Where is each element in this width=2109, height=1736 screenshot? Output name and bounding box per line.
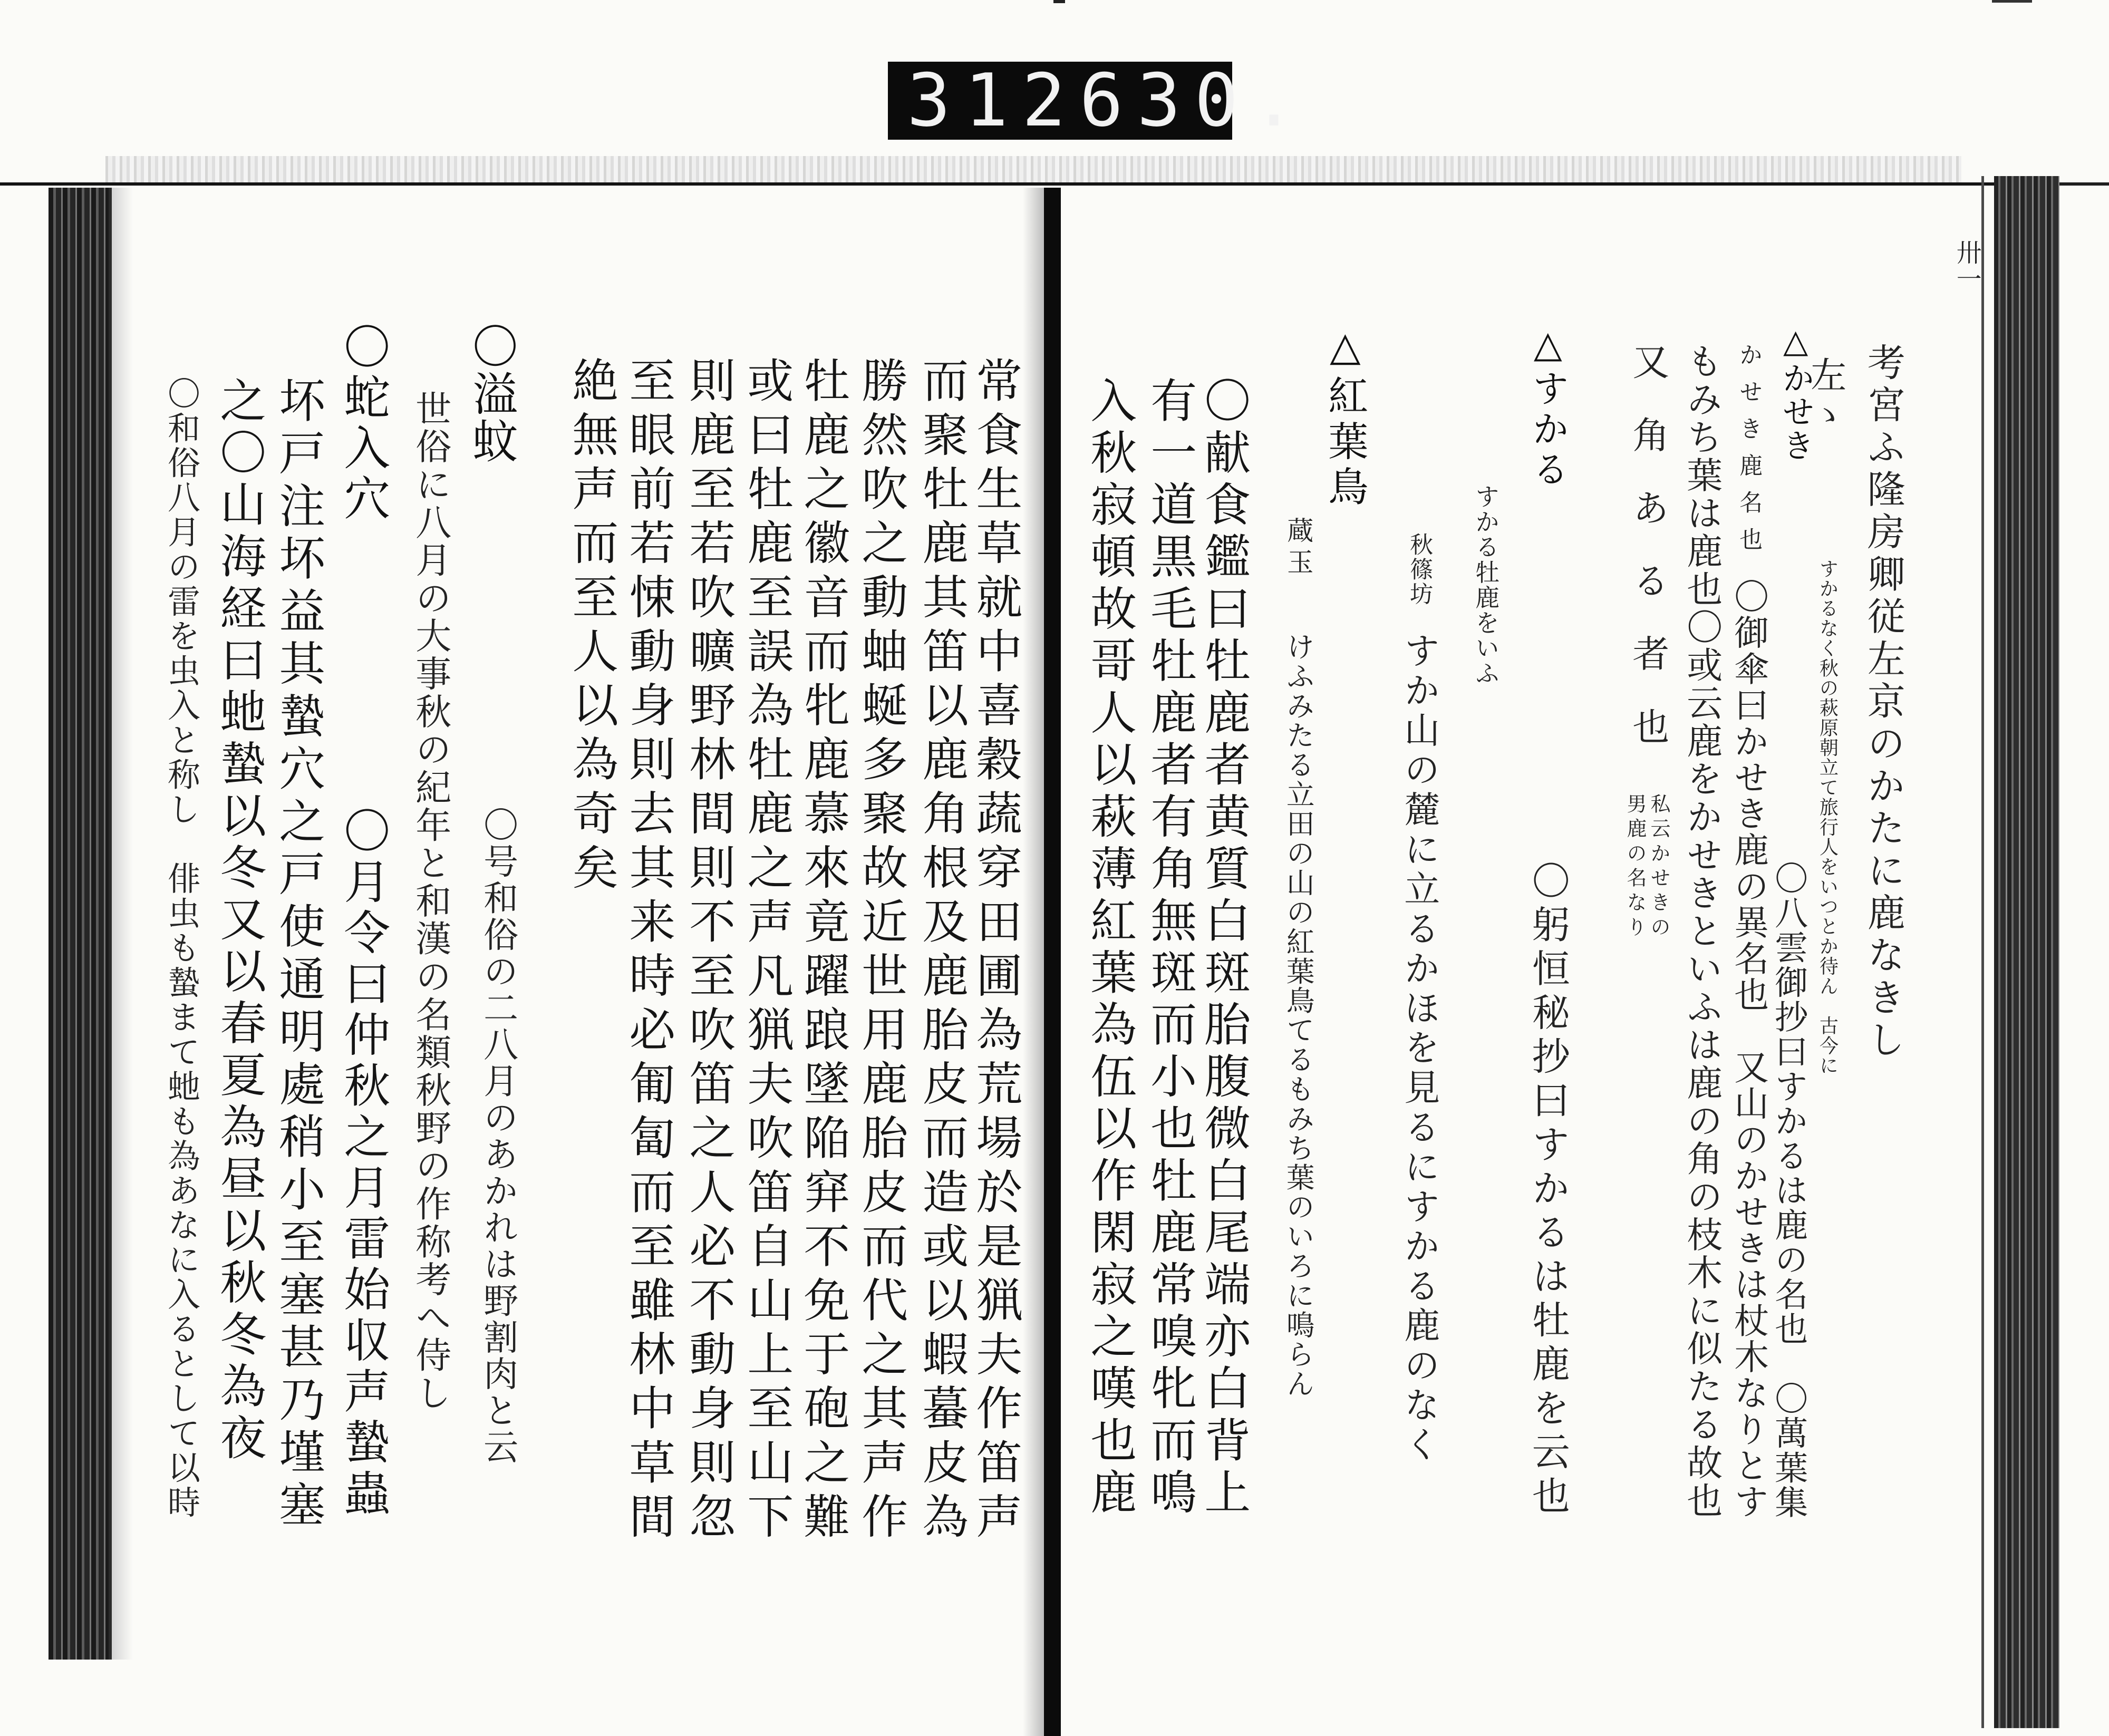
poem-author-short: 左ゝ	[1804, 356, 1846, 435]
kanbun-line-2: 有一道黒毛牡鹿者有角無斑而小也牡鹿常嗅牝而鳴	[1143, 376, 1198, 1520]
kanbun-line-4: 常食生草就中喜穀蔬穿田圃為荒場於是猟夫作笛声	[969, 356, 1023, 1546]
yakumo-mishou-note: 〇八雲御抄曰すかるは鹿の名也 〇萬葉集	[1769, 861, 1809, 1520]
interlinear-note-a: 私云かせきの	[1647, 793, 1670, 941]
poem-tatsuta: けふみたる立田の山の紅葉鳥てるもみち葉のいろに鳴らん	[1282, 632, 1315, 1399]
call-number-label	[888, 58, 1310, 143]
heading-momijidori: △紅葉鳥	[1321, 323, 1369, 511]
kaseki-gloss: かせき鹿名也	[1735, 343, 1763, 564]
gutter-shadow	[1023, 188, 1044, 1736]
poem-source-akishino: 秋篠坊	[1406, 532, 1433, 606]
poem-sugaru: すかるなく秋の萩原朝立て旅行人をいつとか待ん 古今に	[1816, 559, 1839, 1075]
book-left-edge	[49, 188, 109, 1660]
book-right-edge	[1994, 176, 2059, 1728]
kanbun-line-11: 絶無声而至人以為奇矣	[565, 356, 620, 897]
kanbun-line-5: 而聚牡鹿其笛以鹿角根及鹿胎皮而造或以蝦蟇皮為	[915, 356, 970, 1546]
itsubun-commentary: 世俗に八月の大事秋の紀年と和漢の名類秋野の作称考へ侍し	[409, 390, 451, 1412]
mushiire-note: 〇和俗八月の雷を虫入と称し 俳虫も蟄まて虵も為あなに入るとして以時	[162, 376, 201, 1520]
book-gutter	[1044, 188, 1061, 1736]
top-edge-mark	[1053, 0, 1065, 3]
kaseki-horn-note: 又角ある者也	[1626, 343, 1670, 780]
call-number-left: 312	[907, 58, 1080, 143]
sugaru-gloss: すかる牡鹿をいふ	[1472, 484, 1501, 686]
kaseki-etymology: もみち葉は鹿也〇或云鹿をかせきといふは鹿の角の枝木に似たる故也	[1680, 343, 1723, 1520]
mitsune-hishou-note: 〇躬恒秘抄曰すかるは牡鹿を云也	[1525, 861, 1570, 1520]
kanbun-line-6: 勝然吹之動蚰蜒多聚故近世用鹿胎皮而代之其声作	[854, 356, 909, 1546]
gatsuryou-quote: 〇月令曰仲秋之月雷始収声蟄蟲	[336, 807, 391, 1520]
kanbun-line-3: 入秋寂頓故哥人以萩薄紅葉為伍以作閑寂之嘆也鹿	[1083, 376, 1138, 1520]
right-page-border	[1981, 176, 1984, 1728]
kanbun-line-9: 則鹿至若吹曠野林間則不至吹笛之人必不動身則忽	[682, 356, 737, 1546]
left-page-shadow	[112, 188, 133, 1660]
page-top-line	[0, 182, 2109, 186]
page-top-edge	[105, 156, 1961, 183]
heading-sugaru: △すかる	[1526, 323, 1570, 490]
sengaikyou-quote: 之〇山海経曰虵蟄以冬又以春夏為昼以秋冬為夜	[212, 376, 267, 1466]
heading-kaseki: △かせき	[1777, 323, 1815, 462]
call-number-right: 630.	[1079, 58, 1310, 143]
folio-number: 卅一	[1952, 239, 1982, 292]
right-top-flap	[2059, 182, 2109, 186]
poem-source-zougyoku: 蔵玉	[1283, 517, 1314, 580]
heading-itsubun: 〇溢蚊	[465, 323, 518, 465]
gosan-note: 〇御傘曰かせき鹿の異名也 又山のかせきは杖木なりとす	[1728, 578, 1769, 1520]
heading-hebi-ana-ni-iru: 〇蛇入穴	[336, 323, 391, 525]
kanbun-line-7: 牡鹿之徽音而牝鹿慕來竟躍踉墜陥穽不免于砲之難	[796, 356, 851, 1546]
interlinear-note-b: 男鹿の名なり	[1623, 793, 1647, 941]
kanbun-line-12: 坏戸注坏益其蟄穴之戸使通明處稍小至塞甚乃墐塞	[272, 376, 326, 1533]
poem-attribution-line: 考宮ふ隆房卿従左京のかたに鹿なきし	[1861, 343, 1905, 1062]
kanbun-line-10: 至眼前若悚動身則去其来時必匍匐而至雖林中草間	[622, 356, 676, 1546]
itsubun-note: 〇号和俗の二八月のあかれは野割肉と云	[477, 807, 518, 1466]
top-edge-mark	[1992, 0, 2032, 3]
kanbun-line-8: 或曰牡鹿至誤為牡鹿之声凡猟夫吹笛自山上至山下	[740, 356, 795, 1546]
poem-sugayama: すか山の麓に立るかほを見るにすかる鹿のなく	[1398, 632, 1440, 1466]
kanbun-line-1: 〇献食鑑曰牡鹿者黄質白斑胎腹微白尾端亦白背上	[1197, 376, 1252, 1520]
